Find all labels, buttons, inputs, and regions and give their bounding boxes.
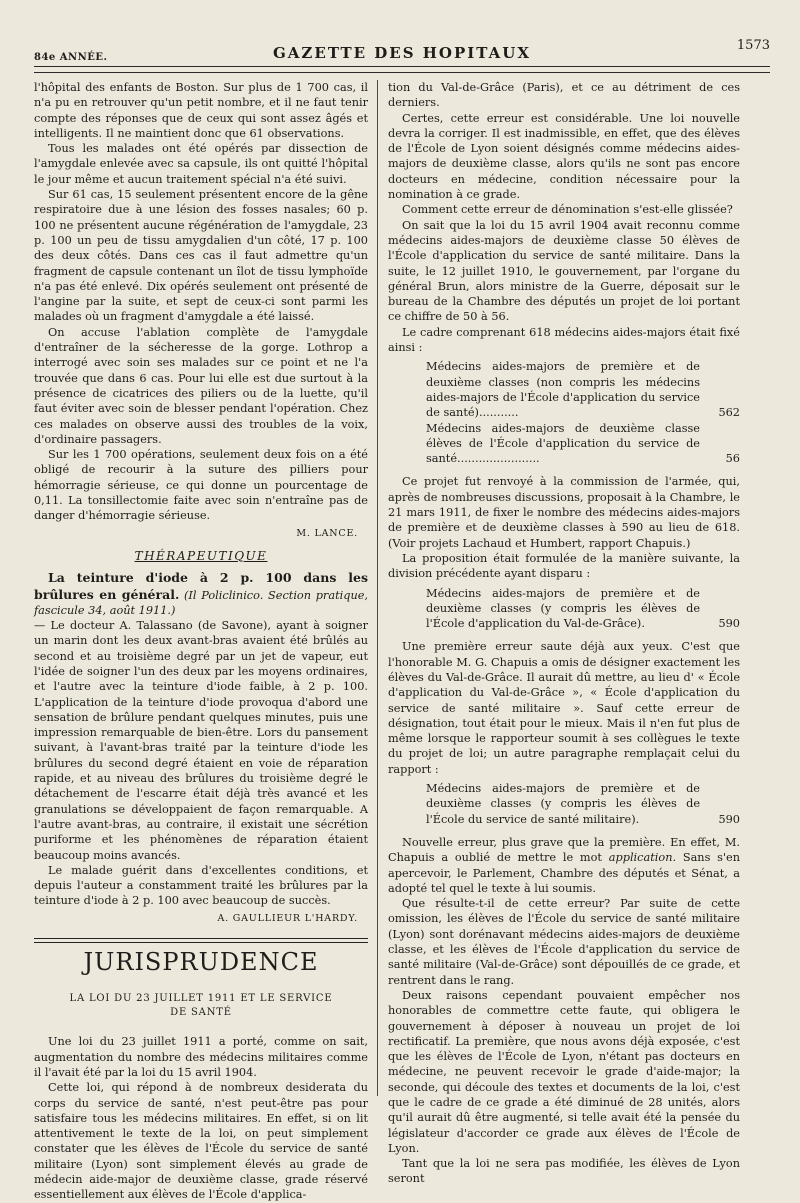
list-item	[426, 359, 740, 420]
quoted-provision	[426, 781, 740, 827]
article-source: (Il Policlinico. Section pratique, fascicule 34, août 1911.)	[34, 588, 369, 617]
section-separator	[34, 938, 368, 943]
paragraph	[388, 835, 740, 896]
article-lead	[34, 570, 368, 618]
paragraph: Sur 61 cas, 15 seulement présentent encore de la gêne respiratoire due à une lésion des fosses nasales; 60 p. 100 ne présentent aucune régénération de l'amygdale, 23 p. 100 un peu de tissu amygdalien d'un côté, 17 p. 100 des deux côtés. Dans ces cas il faut admettre qu'un fragment de capsule contenant un îlot de tissu lymphoïde n'a pas été enlevé. Dix opérés seulement ont présenté de l'angine par la suite, et sept de ceux-ci sont parmi les malades où un fragment d'amygdale a été laissé.	[34, 188, 368, 324]
paragraph: Sur les 1 700 opérations, seulement deux fois on a été obligé de recourir à la suture des pilliers pour hémorragie sérieuse, ce qui donne un pourcentage de 0,11. La tonsillectomie faite avec soin n'entraîne pas de danger d'hémorragie sérieuse.	[34, 448, 368, 523]
list-item-count: 56	[725, 452, 740, 466]
paragraph: La proposition était formulée de la manière suivante, la division précédente ayant disparu :	[388, 551, 740, 581]
paragraph-part: . Sans s'en apercevoir, le Parlement, Chambre des députés et Sénat, a adopté tel quel le texte à lui soumis.	[388, 851, 741, 895]
quoted-provision-text: Médecins aides-majors de première et de deuxième classes (y compris les élèves de l'École du service de santé militaire).	[426, 782, 700, 826]
paragraph: Comment cette erreur de dénomination s'est-elle glissée?	[402, 203, 733, 217]
quoted-provision-text: Médecins aides-majors de première et de deuxième classes (y compris les élèves de l'École d'application du Val-de-Grâce).	[426, 586, 700, 631]
paragraph: On sait que la loi du 15 avril 1904 avait reconnu comme médecins aides-majors de deuxième classe 50 élèves de l'École d'application du service de santé militaire. Dans la suite, le 12 juillet 1910, le gouvernement, par l'organe du général Brun, alors ministre de la Guerre, déposait sur le bureau de la Chambre des députés un projet de loi portant ce chiffre de 50 à 56.	[388, 218, 740, 324]
paragraph-part: Nouvelle erreur, plus grave que la première. En effet, M. Chapuis a oublié de mettre le mot	[388, 835, 740, 865]
paragraph: — Le docteur A. Talassano (de Savone), ayant à soigner un marin dont les deux avant-bras avaient été brûlés au second et au troisième degré par un jet de vapeur, eut l'idée de soigner l'un des deux par les moyens ordinaires, et l'autre avec la teinture d'iode faible, à 2 p. 100. L'application de la teinture d'iode provoqua d'abord une sensation de brûlure pendant quelques minutes, puis une impression remarquable de bien-être. Lors du pansement suivant, à l'avant-bras traité par la teinture d'iode les brûlures du second degré étaient en voie de réparation rapide, et au niveau des brûlures du troisième degré le détachement de l'escarre était déjà très avancé et les granulations se développaient de façon remarquable. A l'autre avant-bras, au contraire, il existait une sécrétion puriforme et les phénomènes de réparation étaient beaucoup moins avancés.	[34, 619, 368, 862]
paragraph: Cette loi, qui répond à de nombreux desiderata du corps du service de santé, n'est peut-être pas pour satisfaire tous les médecins militaires. En effet, si on lit attentivement le texte de la loi, on peut simplement constater que les élèves de l'École du service de santé militaire (Lyon) sont simplement élevés au grade de médecin aide-major de deuxième classe, grade réservé essentiellement aux élèves de l'École d'applica-	[34, 1081, 368, 1202]
year-label: 84e ANNÉE.	[34, 52, 108, 63]
page-number: 1573	[736, 38, 770, 53]
article-title	[34, 992, 368, 1020]
right-column	[388, 80, 740, 1187]
paragraph: Une première erreur saute déjà aux yeux. C'est que l'honorable M. G. Chapuis a omis de désigner exactement les élèves du Val-de-Grâce. Il aurait dû mettre, au lieu d' « École d'application du Val-de-Grâce », « École d'application du service de santé militaire ». Sauf cette erreur de désignation, tout était pour le mieux. Mais il n'en fut plus de même lorsque le rapporteur soumit à ses collègues le texte du projet de loi; un autre paragraphe remplaçait celui du rapport :	[388, 640, 740, 776]
journal-title: GAZETTE DES HOPITAUX	[272, 44, 531, 62]
article-title-line-1: LA LOI DU 23 JUILLET 1911 ET LE SERVICE	[69, 993, 333, 1005]
paragraph: Deux raisons cependant pouvaient empêcher nos honorables de commettre cette faute, qui obligera le gouvernement à déposer à nouveau un projet de loi rectificatif. La première, que nous avons déjà exposée, c'est que les élèves de l'École de Lyon, n'étant pas docteurs en médecine, ne peuvent recevoir le grade d'aide-major; la seconde, qui découle des textes et documents de la loi, c'est que le cadre de ce grade a été diminué de 28 unités, alors qu'il aurait dû être augmenté, si telle avait été la pensée du législateur d'accorder ce grade aux élèves de l'École de Lyon.	[388, 988, 740, 1155]
paragraph: Le malade guérit dans d'excellentes conditions, et depuis l'auteur a constamment traité les brûlures par la teinture d'iode à 2 p. 100 avec beaucoup de succès.	[34, 863, 368, 908]
paragraph: Que résulte-t-il de cette erreur? Par suite de cette omission, les élèves de l'École du service de santé militaire (Lyon) sont dorénavant médecins aides-majors de deuxième classe, et les élèves de l'École d'application du service de santé militaire (Val-de-Grâce) sont dépouillés de ce grade, et rentrent dans le rang.	[388, 897, 740, 987]
list-item-text: Médecins aides-majors de première et de deuxième classes (non compris les médecins aides-majors de l'École d'application du service de santé)...........	[426, 360, 700, 420]
quoted-provision-count: 590	[718, 617, 740, 631]
header-rule-top	[34, 66, 770, 67]
jurisprudence-heading: JURISPRUDENCE	[83, 948, 319, 977]
author-signature: A. GAULLIEUR L'HARDY.	[217, 912, 358, 924]
paragraph: Une loi du 23 juillet 1911 a porté, comme on sait, augmentation du nombre des médecins militaires comme il l'avait été par la loi du 15 avril 1904.	[34, 1035, 368, 1079]
paragraph: Certes, cette erreur est considérable. Une loi nouvelle devra la corriger. Il est inadmissible, en effet, que des élèves de l'École de Lyon soient désignés comme médecins aides-majors de deuxième classe, alors qu'ils ne sont pas encore docteurs en médecine, condition nécessaire pour la nomination à ce grade.	[388, 111, 740, 202]
section-heading: THÉRAPEUTIQUE	[134, 548, 268, 563]
left-column	[34, 80, 368, 1203]
column-divider	[377, 80, 378, 1096]
article-lead-title: La teinture d'iode à 2 p. 100 dans les brûlures en général.	[34, 570, 368, 602]
quoted-provision	[426, 586, 740, 632]
paragraph: Ce projet fut renvoyé à la commission de l'armée, qui, après de nombreuses discussions, proposait à la Chambre, le 21 mars 1911, de fixer le nombre des médecins aides-majors de première et de deuxième classes à 590 au lieu de 618. (Voir projets Lachaud et Humbert, rapport Chapuis.)	[388, 475, 740, 550]
list-item-text: Médecins aides-majors de deuxième classe élèves de l'École d'application du service de santé.......................	[426, 421, 700, 466]
paragraph: Tant que la loi ne sera pas modifiée, les élèves de Lyon seront	[388, 1157, 740, 1186]
page-header	[34, 38, 770, 62]
header-rule-bottom	[34, 72, 770, 73]
author-signature: M. LANCE.	[296, 527, 358, 539]
paragraph: Tous les malades ont été opérés par dissection de l'amygdale enlevée avec sa capsule, ils ont quitté l'hôpital le jour même et aucun traitement spécial n'a été suivi.	[34, 142, 368, 186]
cadre-list	[426, 359, 740, 466]
emphasized-word: application	[608, 851, 673, 865]
paragraph: l'hôpital des enfants de Boston. Sur plus de 1 700 cas, il n'a pu en retrouver qu'un petit nombre, et il ne faut tenir compte des réponses que de ceux qui sont assez âgés et intelligents. Il ne maintient donc que 61 observations.	[34, 81, 368, 140]
paragraph: Le cadre comprenant 618 médecins aides-majors était fixé ainsi :	[388, 325, 740, 355]
list-item	[426, 421, 740, 467]
list-item-count: 562	[718, 406, 740, 420]
quoted-provision-count: 590	[718, 812, 740, 826]
paragraph: On accuse l'ablation complète de l'amygdale d'entraîner de la sécheresse de la gorge. Lothrop a interrogé avec soin ses malades sur ce point et ne l'a trouvée que dans 6 cas. Pour lui elle est due surtout à la présence de cicatrices des piliers ou de la luette, qu'il faut éviter avec soin de blesser pendant l'opération. Chez ces malades on observe aussi des troubles de la voix, d'ordinaire passagers.	[34, 325, 368, 446]
article-title-line-2: DE SANTÉ	[170, 1007, 232, 1019]
paragraph: tion du Val-de-Grâce (Paris), et ce au détriment de ces derniers.	[388, 81, 740, 110]
